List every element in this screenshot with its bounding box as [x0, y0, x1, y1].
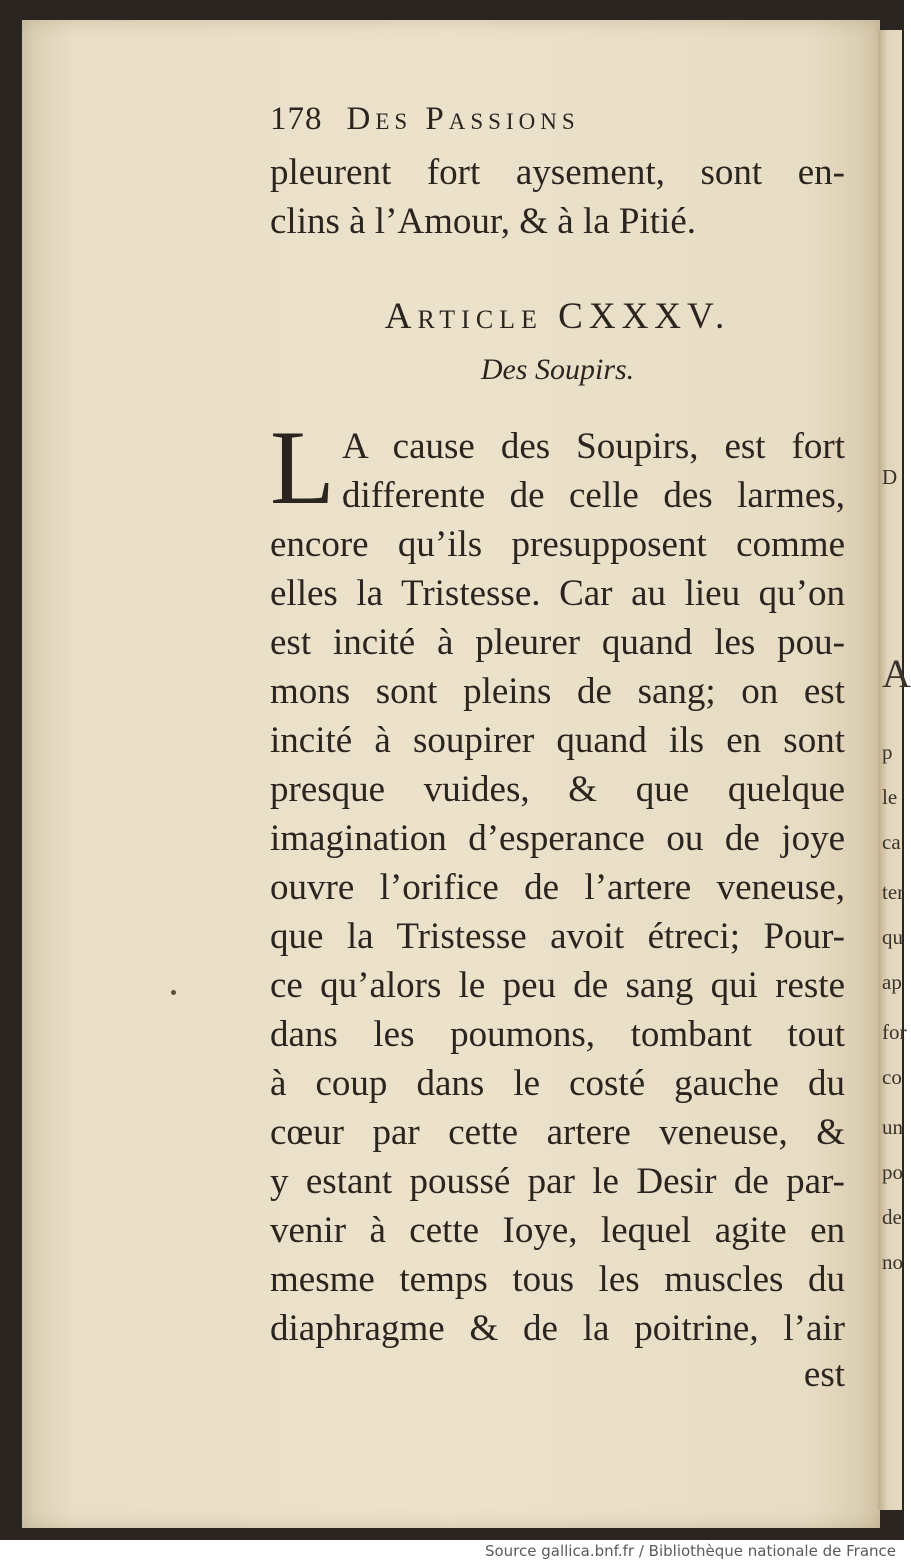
facing-page-fragment: de [882, 1205, 902, 1229]
paragraph-line: diaphragme & de la poitrine, l’air [270, 1308, 845, 1349]
paragraph-line: A cause des Soupirs, est fort [342, 426, 845, 467]
paragraph-line: incité à soupirer quand ils en sont [270, 720, 845, 761]
source-credit: Source gallica.bnf.fr / Bibliothèque nationale de France [484, 1542, 896, 1560]
paragraph-line: differente de celle des larmes, [342, 475, 845, 516]
paragraph-line: encore qu’ils presupposent comme [270, 524, 845, 565]
body-line: pleurent fort aysement, sont en- [270, 152, 845, 193]
running-header [270, 90, 845, 148]
running-title: Des Passions [346, 101, 580, 137]
paragraph-line: venir à cette Ioye, lequel agite en [270, 1210, 845, 1251]
facing-page-fragment: A [882, 651, 911, 696]
paper-speck [171, 990, 176, 995]
paragraph-line: à coup dans le costé gauche du [270, 1063, 845, 1104]
text-column [270, 90, 845, 1397]
facing-page-fragment: le [882, 785, 898, 809]
paragraph-line: cœur par cette artere veneuse, & [270, 1112, 845, 1153]
page-number: 178 [270, 101, 323, 137]
facing-page-fragment: ap [882, 970, 902, 994]
facing-page-fragment: ter [882, 880, 905, 904]
paragraph-line: y estant poussé par le Desir de par- [270, 1161, 845, 1202]
drop-cap: L [270, 409, 335, 526]
facing-page-fragment: no [882, 1250, 903, 1274]
article-subtitle: Des Soupirs. [480, 353, 635, 386]
paragraph-line: que la Tristesse avoit étreci; Pour- [270, 916, 845, 957]
paragraph-line: mesme temps tous les muscles du [270, 1259, 845, 1300]
facing-page-fragment: p [882, 740, 893, 764]
facing-page-fragment: un [882, 1115, 903, 1139]
facing-page-fragment: po [882, 1160, 903, 1184]
article-heading: Article CXXXV. [384, 296, 731, 337]
paragraph-line: imagination d’esperance ou de joye [270, 818, 845, 859]
paragraph-line: ouvre l’orifice de l’artere veneuse, [270, 867, 845, 908]
facing-page-fragment: D [882, 465, 898, 489]
paragraph-line: mons sont pleins de sang; on est [270, 671, 845, 712]
paragraph-line: ce qu’alors le peu de sang qui reste [270, 965, 845, 1006]
facing-page-edge [878, 30, 911, 1510]
facing-page-fragment: qu [882, 925, 903, 949]
facing-page-fragment: for [882, 1020, 907, 1044]
paragraph [270, 409, 845, 1353]
catchword: est [803, 1354, 845, 1395]
facing-page-fragment: ca [882, 830, 901, 854]
paragraph-line: est incité à pleurer quand les pou- [270, 622, 845, 663]
paragraph-line: dans les poumons, tombant tout [270, 1014, 845, 1055]
footer-bar [0, 1540, 904, 1566]
facing-page-fragment: co [882, 1065, 902, 1089]
paragraph-line: presque vuides, & que quelque [270, 769, 845, 810]
paragraph-line: elles la Tristesse. Car au lieu qu’on [270, 573, 845, 614]
body-line: clins à l’Amour, & à la Pitié. [270, 201, 696, 242]
